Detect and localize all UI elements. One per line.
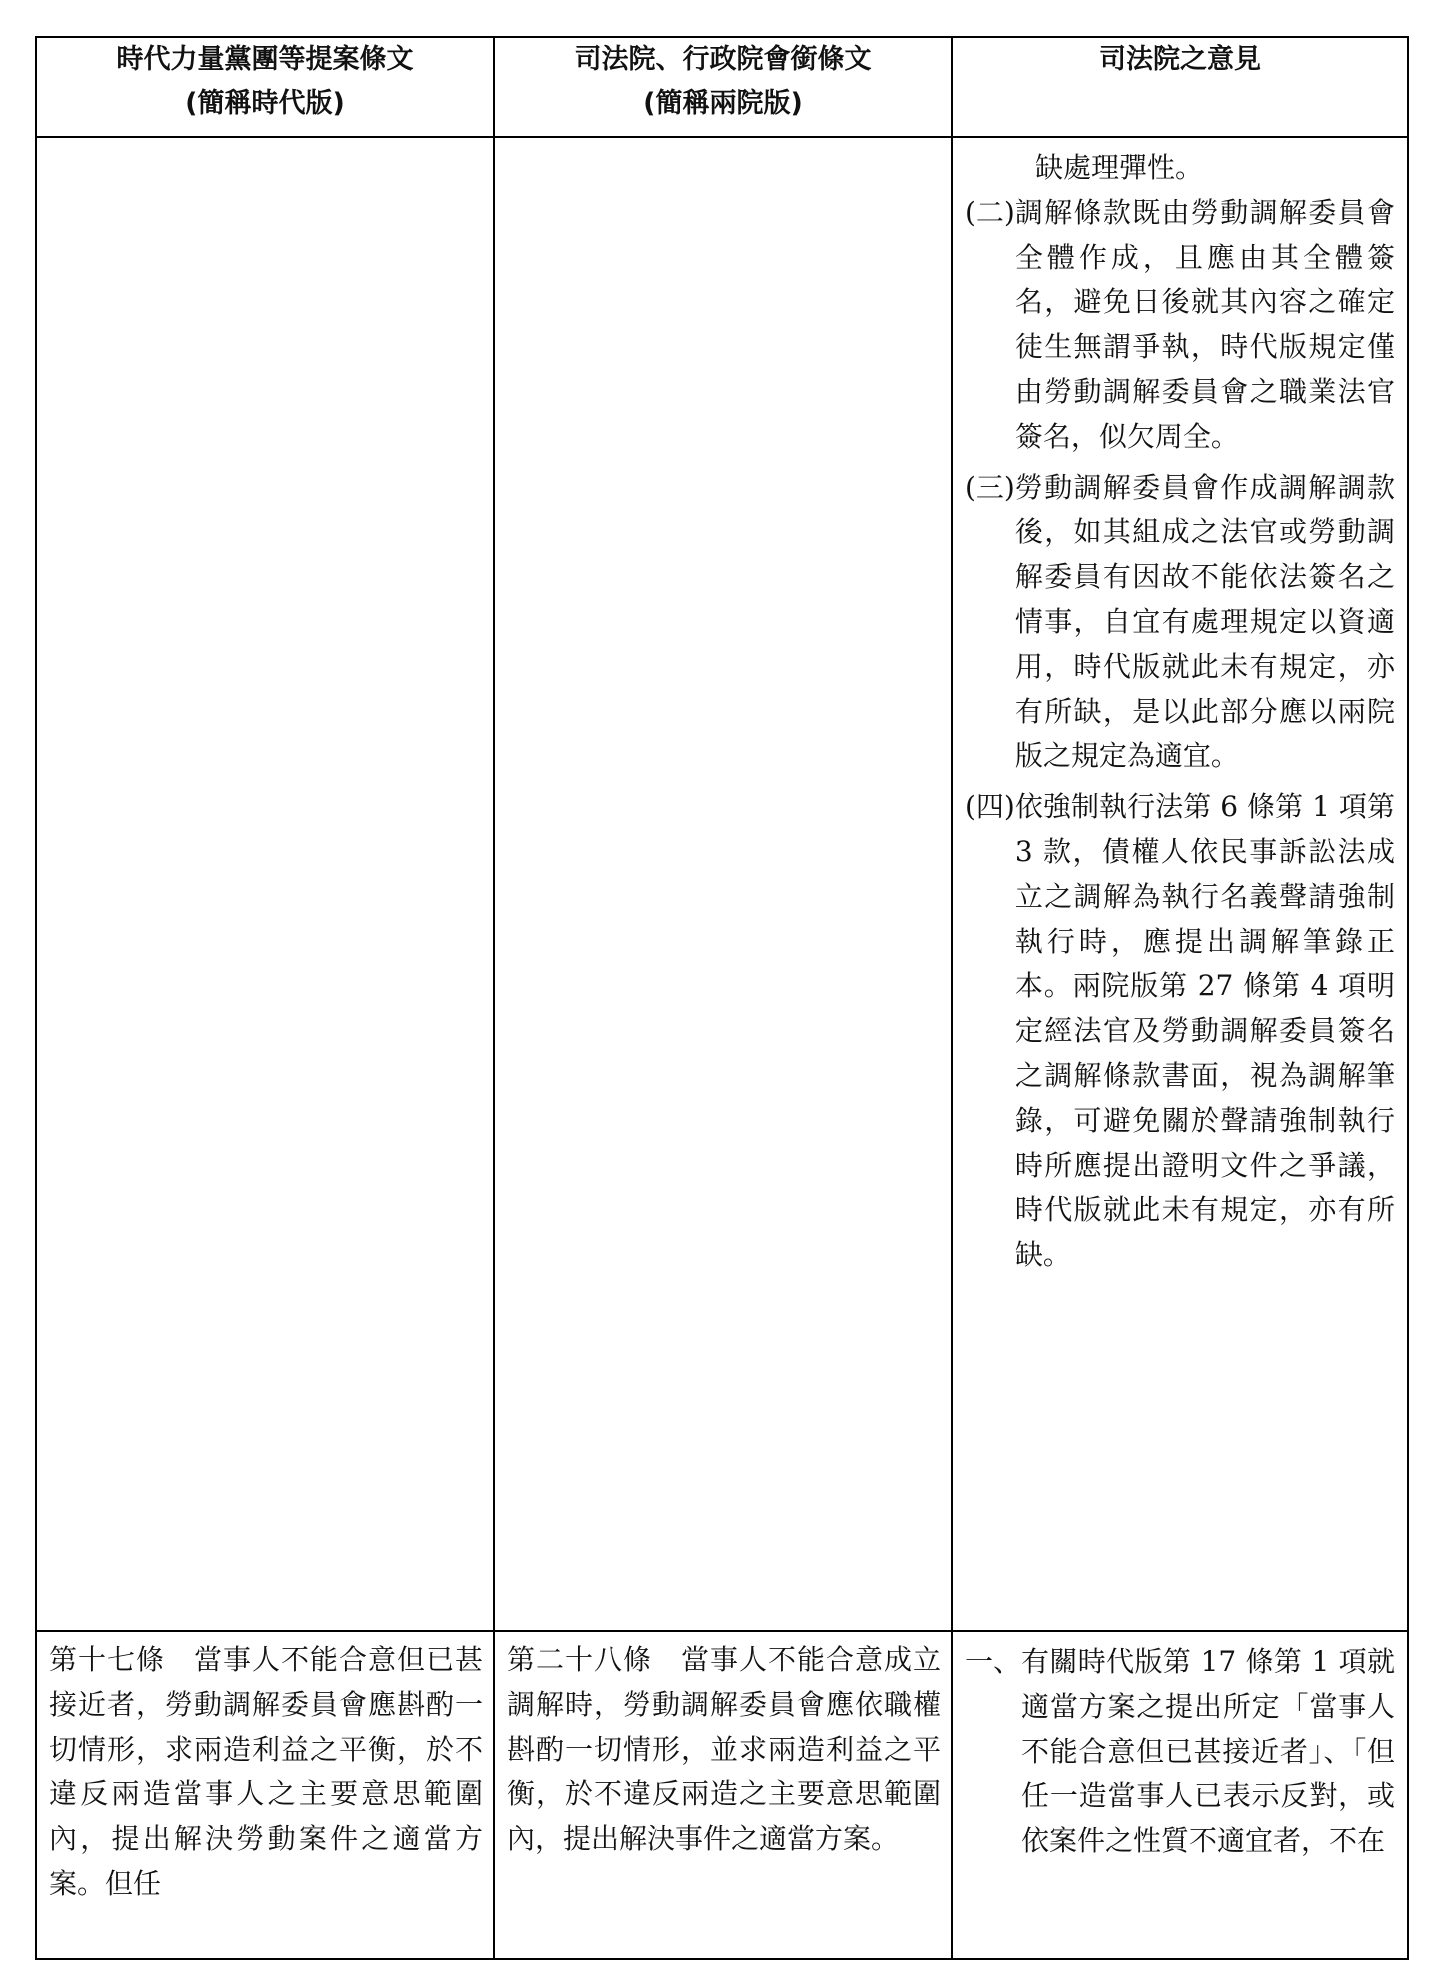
header-two-yuan-version <box>494 37 952 137</box>
header-judicial-opinion-title: 司法院之意見 <box>1099 44 1261 75</box>
row1-two-yuan-cell <box>494 137 952 1631</box>
opinion-point-1-text: 有關時代版第 17 條第 1 項就適當方案之提出所定「當事人不能合意但已甚接近者」、「但任一造當事人已表示反對，或依案件之性質不適宜者，不在 <box>1021 1645 1395 1858</box>
header-two-yuan-title: 司法院、行政院會銜條文 <box>574 44 872 75</box>
row1-time-version-cell <box>36 137 494 1631</box>
opinion-item-4-marker: (四) <box>965 790 1015 824</box>
row1-opinion-cell <box>952 137 1408 1631</box>
table-header-row <box>36 37 1408 137</box>
row2-time-version-cell <box>36 1631 494 1959</box>
opinion-item-3 <box>965 466 1395 780</box>
opinion-point-1 <box>965 1640 1395 1864</box>
opinion-point-1-marker: 一、 <box>965 1645 1022 1678</box>
opinion-item-3-text: 勞動調解委員會作成調解調款後，如其組成之法官或勞動調解委員有因故不能依法簽名之情事，自宜有處理規定以資適用，時代版就此未有規定，亦有所缺，是以此部分應以兩院版之規定為適宜。 <box>1014 470 1395 773</box>
opinion-item-2-marker: (二) <box>965 195 1015 229</box>
header-two-yuan-abbr: (簡稱兩院版) <box>643 88 803 119</box>
header-time-version-abbr: (簡稱時代版) <box>185 88 345 119</box>
article-17-text: 第十七條 當事人不能合意但已甚接近者，勞動調解委員會應斟酌一切情形，求兩造利益之平衡，於不違反兩造當事人之主要意思範圍內，提出解決勞動案件之適當方案。但任 <box>49 1643 483 1900</box>
opinion-continuation: 缺處理彈性。 <box>1035 151 1204 184</box>
row2-two-yuan-cell <box>494 1631 952 1959</box>
table-row <box>36 1631 1408 1959</box>
article-28-text: 第二十八條 當事人不能合意成立調解時，勞動調解委員會應依職權斟酌一切情形，並求兩造利益之平衡，於不違反兩造之主要意思範圍內，提出解決事件之適當方案。 <box>507 1643 941 1856</box>
header-time-version <box>36 37 494 137</box>
opinion-item-2 <box>965 191 1395 460</box>
opinion-item-4 <box>965 785 1395 1278</box>
header-time-version-title: 時代力量黨團等提案條文 <box>116 44 414 75</box>
comparison-table <box>35 36 1409 1960</box>
opinion-item-4-text: 依強制執行法第 6 條第 1 項第 3 款，債權人依民事訴訟法成立之調解為執行名義聲請強制執行時，應提出調解筆錄正本。兩院版第 27 條第 4 項明定經法官及勞動調解委員簽名之調解條款書面，視為調解筆錄，可避免關於聲請強制執行時所應提出證明文件之爭議，時代版就此未有規定，亦有所缺。 <box>1014 790 1395 1272</box>
opinion-item-2-text: 調解條款既由勞動調解委員會全體作成，且應由其全體簽名，避免日後就其內容之確定徒生無謂爭執，時代版規定僅由勞動調解委員會之職業法官簽名，似欠周全。 <box>1014 195 1395 453</box>
opinion-item-3-marker: (三) <box>965 470 1015 504</box>
header-judicial-opinion <box>952 37 1408 137</box>
table-row <box>36 137 1408 1631</box>
row2-opinion-cell <box>952 1631 1408 1959</box>
